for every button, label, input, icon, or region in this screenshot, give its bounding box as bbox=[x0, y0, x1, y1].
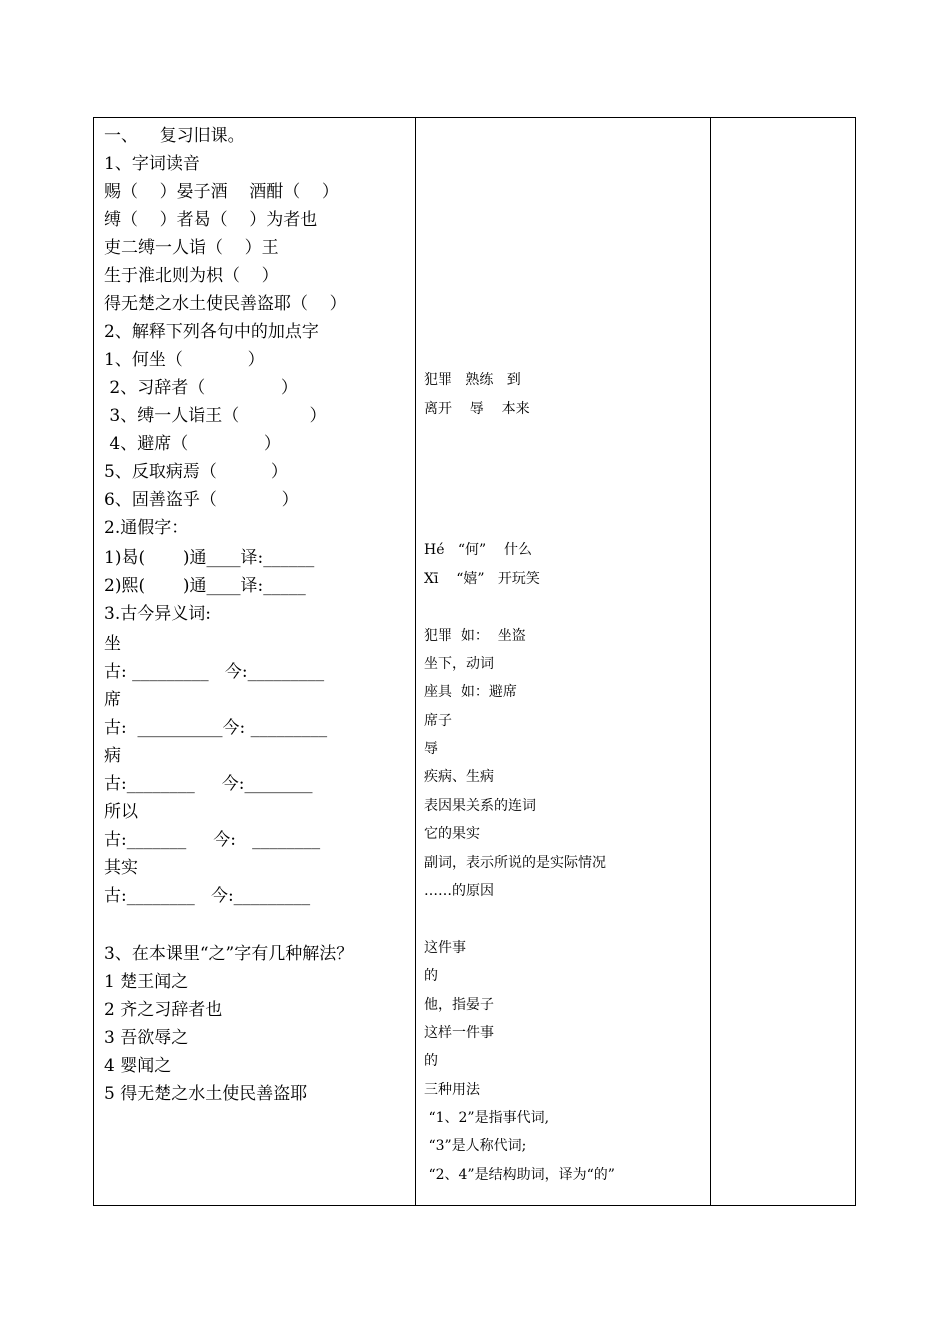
exercise-line: 6、固善盗乎（ ） bbox=[104, 490, 299, 510]
exercise-line: 吏二缚一人诣（ ）王 bbox=[104, 238, 279, 258]
exercise-line: 古: _________ 今:_________ bbox=[104, 662, 325, 682]
answer-line: 它的果实 bbox=[424, 826, 480, 842]
answer-line: “2、4”是结构助词，译为“的” bbox=[424, 1167, 615, 1183]
exercise-line: 3 吾欲辱之 bbox=[104, 1028, 189, 1048]
exercise-line: 2)熙( )通____译:_____ bbox=[104, 576, 306, 596]
exercise-line: 1)曷( )通____译:______ bbox=[104, 548, 315, 568]
exercise-line: 1 楚王闻之 bbox=[104, 972, 189, 992]
answer-line: 的 bbox=[424, 1053, 438, 1069]
exercise-line: 坐 bbox=[104, 634, 121, 654]
exercise-line: 其实 bbox=[104, 858, 138, 878]
answer-line: Xī “嬉” 开玩笑 bbox=[424, 571, 540, 587]
exercise-line: 4 婴闻之 bbox=[104, 1056, 172, 1076]
answer-line: 他，指晏子 bbox=[424, 997, 494, 1013]
column-divider-1 bbox=[415, 118, 416, 1205]
answer-line: 犯罪 如： 坐盗 bbox=[424, 628, 526, 644]
exercise-line: 3.古今异义词: bbox=[104, 604, 211, 624]
answer-line: 这件事 bbox=[424, 940, 466, 956]
answer-line: 犯罪 熟练 到 bbox=[424, 372, 521, 388]
answer-line: 这样一件事 bbox=[424, 1025, 494, 1041]
exercise-line: 3、缚一人诣王（ ） bbox=[104, 406, 327, 426]
exercise-line: 3、在本课里“之”字有几种解法？ bbox=[104, 944, 354, 964]
exercise-line: 赐（ ）晏子酒 酒酣（ ） bbox=[104, 182, 339, 202]
exercise-line: 得无楚之水土使民善盗耶（ ） bbox=[104, 294, 347, 314]
exercise-line: 一、 复习旧课。 bbox=[104, 126, 245, 146]
answer-line: 副词，表示所说的是实际情况 bbox=[424, 855, 606, 871]
answer-line: “3”是人称代词; bbox=[424, 1138, 527, 1154]
exercise-line: 1、何坐（ ） bbox=[104, 350, 265, 370]
answer-line: 坐下，动词 bbox=[424, 656, 494, 672]
exercise-line: 生于淮北则为枳（ ） bbox=[104, 266, 279, 286]
exercise-line: 古: __________今: _________ bbox=[104, 718, 328, 738]
exercise-line: 2.通假字： bbox=[104, 518, 189, 538]
answer-line: 辱 bbox=[424, 741, 438, 757]
answer-line: 座具 如：避席 bbox=[424, 684, 517, 700]
answer-line: ……的原因 bbox=[424, 883, 494, 899]
exercise-line: 1、字词读音 bbox=[104, 154, 200, 174]
exercise-line: 古:________ 今:_________ bbox=[104, 886, 311, 906]
answer-line: 表因果关系的连词 bbox=[424, 798, 536, 814]
exercise-line: 5、反取病焉（ ） bbox=[104, 462, 288, 482]
answer-line: Hé “何” 什么 bbox=[424, 542, 532, 558]
answer-line: 疾病、生病 bbox=[424, 769, 494, 785]
exercise-line: 2、习辞者（ ） bbox=[104, 378, 298, 398]
answer-line: 三种用法 bbox=[424, 1082, 480, 1098]
answer-line: “1、2”是指事代词, bbox=[424, 1110, 550, 1126]
lesson-table bbox=[93, 117, 856, 1206]
exercise-line: 缚（ ）者曷（ ）为者也 bbox=[104, 210, 318, 230]
answer-line: 离开 辱 本来 bbox=[424, 401, 530, 417]
exercise-line: 席 bbox=[104, 690, 121, 710]
exercise-line: 5 得无楚之水土使民善盗耶 bbox=[104, 1084, 308, 1104]
exercise-line: 古:_______ 今: ________ bbox=[104, 830, 321, 850]
exercise-line: 4、避席（ ） bbox=[104, 434, 281, 454]
exercise-line: 所以 bbox=[104, 802, 138, 822]
answer-line: 的 bbox=[424, 968, 438, 984]
exercise-line: 古:________ 今:________ bbox=[104, 774, 313, 794]
answer-line: 席子 bbox=[424, 713, 452, 729]
exercise-line: 2 齐之习辞者也 bbox=[104, 1000, 223, 1020]
exercise-line: 病 bbox=[104, 746, 121, 766]
exercise-line: 2、解释下列各句中的加点字 bbox=[104, 322, 319, 342]
column-divider-2 bbox=[710, 118, 711, 1205]
